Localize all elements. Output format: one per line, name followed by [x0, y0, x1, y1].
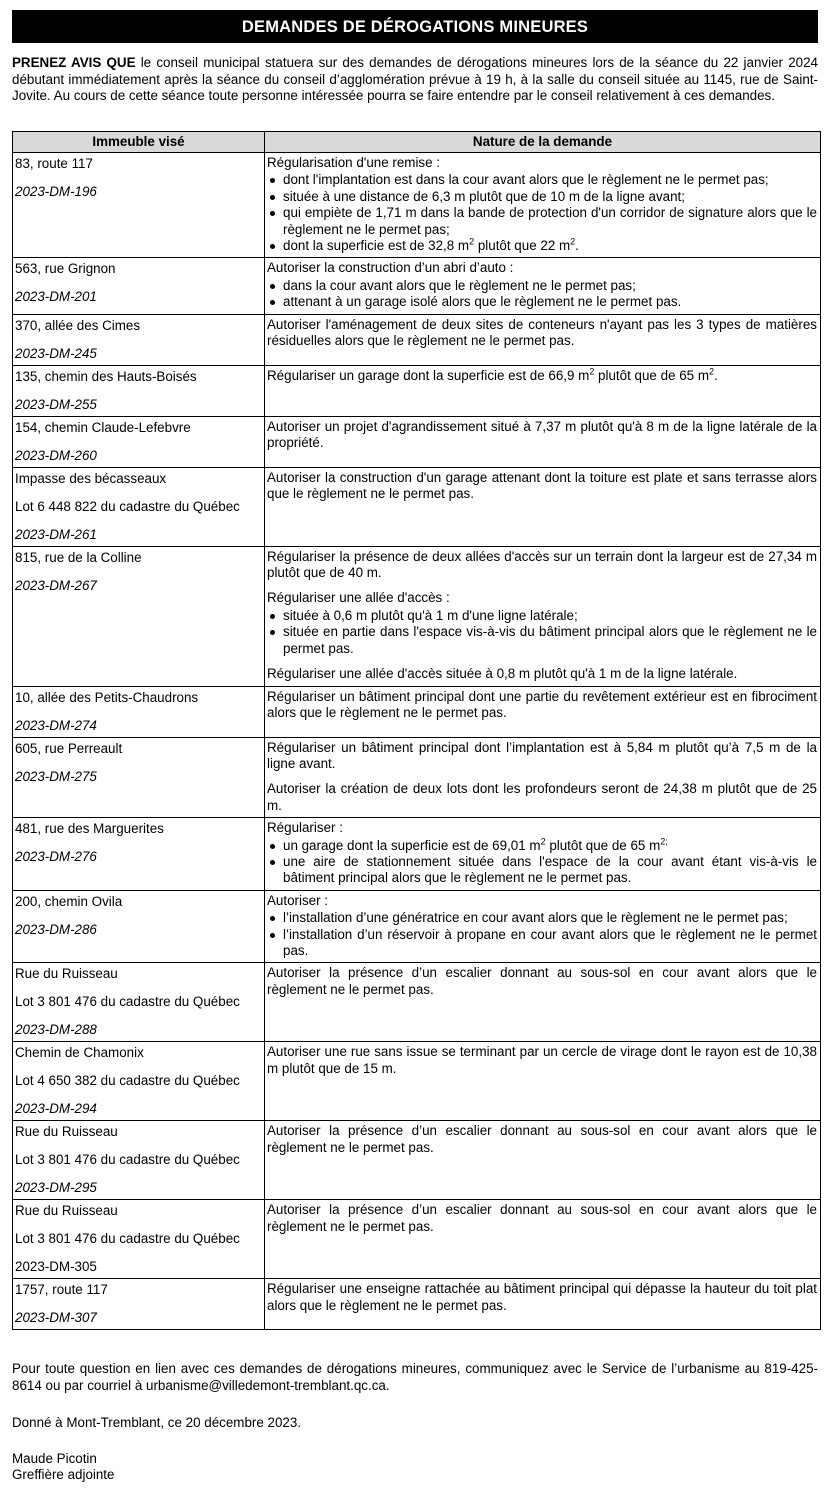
intro-text: le conseil municipal statuera sur des demandes de dérogations mineures lors de la séance du 22 janvier 2024 débutant immédiatement après la séance du conseil d’agglomération prévue à 19 h, à la salle du conseil située au 1145, rue de Saint-Jovite. Au cours de cette séance toute personne intéressée pourra se faire entendre par le conseil relativement à ces demandes.: [12, 55, 818, 103]
table-row: [13, 546, 821, 686]
nature-paragraph: Régulariser un garage dont la superficie est de 66,9 $m^2$ plutôt que de 65 $m^2$.: [267, 366, 718, 383]
nature-cell: [265, 365, 821, 416]
file-number: 2023-DM-286: [15, 921, 97, 937]
list-item: l’installation d’une génératrice en cour avant alors que le règlement ne le permet pas;: [267, 910, 817, 926]
property-address: 815, rue de la Colline: [15, 549, 142, 565]
property-lot: Lot 3 801 476 du cadastre du Québec: [15, 1231, 240, 1247]
nature-paragraph: Autoriser un projet d'agrandissement situé à 7,37 m plutôt qu'à 8 m de la ligne latérale de la propriété.: [267, 418, 817, 451]
file-number: 2023-DM-275: [15, 768, 97, 784]
list-item: l’installation d’un réservoir à propane en cour avant alors que le règlement ne le permet pas.: [267, 927, 817, 960]
file-number: 2023-DM-294: [15, 1101, 97, 1117]
nature-paragraph: Régulariser un bâtiment principal dont l’implantation est à 5,84 m plutôt qu’à 7,5 m de la ligne avant.: [267, 739, 817, 771]
header-nature: Nature de la demande: [265, 132, 821, 153]
nature-bullet-list: [267, 608, 817, 657]
table-row: [13, 1279, 821, 1330]
file-number: 2023-DM-276: [15, 849, 97, 865]
property-address: Rue du Ruisseau: [15, 1203, 118, 1219]
list-item: dont l'implantation est dans la cour avant alors que le règlement ne le permet pas;: [267, 172, 817, 188]
list-item: située à 0,6 m plutôt qu'à 1 m d'une ligne latérale;: [267, 608, 817, 624]
file-number: 2023-DM-260: [15, 447, 97, 463]
file-number: 2023-DM-305: [15, 1259, 97, 1275]
nature-paragraph: Autoriser la présence d’un escalier donnant au sous-sol en cour avant alors que le règlement ne le permet pas.: [267, 1123, 817, 1155]
nature-cell: [265, 1042, 821, 1121]
file-number: 2023-DM-307: [15, 1310, 97, 1326]
list-item: un garage dont la superficie est de 69,01 $m^2$ plutôt que de 65 $m^{2;}$: [267, 838, 817, 854]
nature-bullet-list: [267, 910, 817, 959]
nature-cell: [265, 153, 821, 258]
list-item: qui empiète de 1,71 m dans la bande de protection d'un corridor de signature alors que le règlement ne le permet pas;: [267, 205, 817, 238]
property-address: 1757, route 117: [15, 1282, 108, 1298]
property-address: 10, allée des Petits-Chaudrons: [15, 689, 199, 705]
property-lot: Lot 6 448 822 du cadastre du Québec: [15, 498, 240, 514]
intro-paragraph: [12, 55, 818, 105]
property-address: Impasse des bécasseaux: [15, 470, 167, 486]
table-row: [13, 686, 821, 737]
file-number: 2023-DM-295: [15, 1180, 97, 1196]
file-number: 2023-DM-274: [15, 717, 97, 733]
table-row: [13, 737, 821, 818]
signatory-name: Maude Picotin: [12, 1451, 97, 1466]
list-item: attenant à un garage isolé alors que le règlement ne le permet pas.: [267, 294, 817, 310]
nature-paragraph: Régulariser une enseigne rattachée au bâtiment principal qui dépasse la hauteur du toit plat alors que le règlement ne le permet pas.: [267, 1281, 817, 1313]
table-row: [13, 153, 821, 258]
table-row: [13, 1042, 821, 1121]
file-number: 2023-DM-261: [15, 526, 97, 542]
nature-paragraph: Régulariser un bâtiment principal dont une partie du revêtement extérieur est en fibrociment alors que le règlement ne le permet pas.: [267, 688, 817, 720]
nature-bullet-list: [267, 172, 817, 254]
intro-lead: PRENEZ AVIS QUE: [12, 55, 136, 70]
nature-cell: [265, 1279, 821, 1330]
immeuble-cell: [13, 546, 265, 686]
property-lot: Lot 4 650 382 du cadastre du Québec: [15, 1073, 240, 1089]
immeuble-cell: [13, 818, 265, 891]
immeuble-cell: [13, 314, 265, 365]
list-item: dont la superficie est de 32,8 $m^2$ plutôt que 22 $m^2$.: [267, 238, 817, 254]
immeuble-cell: [13, 258, 265, 314]
property-address: 370, allée des Cimes: [15, 317, 141, 333]
date-line: Donné à Mont-Tremblant, ce 20 décembre 2023.: [12, 1415, 302, 1430]
list-item: une aire de stationnement située dans l'espace de la cour avant étant vis-à-vis le bâtiment principal alors que le règlement ne le permet pas.: [267, 854, 817, 887]
immeuble-cell: [13, 686, 265, 737]
property-lot: Lot 3 801 476 du cadastre du Québec: [15, 1152, 240, 1168]
table-row: [13, 467, 821, 546]
immeuble-cell: [13, 153, 265, 258]
nature-cell: [265, 737, 821, 818]
immeuble-cell: [13, 963, 265, 1042]
nature-paragraph: Régulariser la présence de deux allées d'accès sur un terrain dont la largeur est de 27,34 m plutôt que de 40 m.: [267, 548, 817, 581]
table-header-row: [13, 132, 821, 153]
file-number: 2023-DM-196: [15, 184, 97, 199]
nature-paragraph: Autoriser la présence d’un escalier donnant au sous-sol en cour avant alors que le règlement ne le permet pas.: [267, 1202, 817, 1234]
nature-paragraph: Autoriser l'aménagement de deux sites de conteneurs n'ayant pas les 3 types de matières résiduelles alors que le règlement ne le permet pas.: [267, 316, 817, 349]
table-row: [13, 1200, 821, 1279]
table-row: [13, 1121, 821, 1200]
requests-table: [12, 131, 821, 1330]
list-item: dans la cour avant alors que le règlement ne le permet pas;: [267, 278, 817, 294]
signatory-title: Greffière adjointe: [12, 1467, 115, 1482]
property-address: Chemin de Chamonix: [15, 1045, 144, 1061]
nature-cell: [265, 686, 821, 737]
nature-paragraph: Autoriser la construction d'un garage attenant dont la toiture est plate et sans terrasse alors que le règlement ne le permet pas.: [267, 469, 817, 502]
table-row: [13, 314, 821, 365]
table-row: [13, 963, 821, 1042]
property-address: 605, rue Perreault: [15, 740, 123, 756]
table-row: [13, 818, 821, 891]
property-address: 563, rue Grignon: [15, 261, 116, 277]
nature-cell: [265, 963, 821, 1042]
file-number: 2023-DM-255: [15, 396, 97, 412]
nature-bullet-list: [267, 278, 817, 311]
immeuble-cell: [13, 737, 265, 818]
file-number: 2023-DM-267: [15, 577, 97, 593]
nature-cell: [265, 1121, 821, 1200]
table-row: [13, 258, 821, 314]
list-item: située en partie dans l'espace vis-à-vis du bâtiment principal alors que le règlement ne le permet pas.: [267, 624, 817, 657]
file-number: 2023-DM-288: [15, 1022, 97, 1038]
immeuble-cell: [13, 890, 265, 963]
table-row: [13, 365, 821, 416]
nature-cell: [265, 258, 821, 314]
immeuble-cell: [13, 1279, 265, 1330]
contact-paragraph: Pour toute question en lien avec ces demandes de dérogations mineures, communiquez avec le Service de l’urbanisme au 819-425-8614 ou par courriel à urbanisme@villedemont-tremblant.qc.ca.: [12, 1361, 818, 1393]
property-address: Rue du Ruisseau: [15, 1124, 118, 1140]
nature-cell: [265, 1200, 821, 1279]
property-lot: Lot 3 801 476 du cadastre du Québec: [15, 994, 240, 1010]
nature-paragraph: Régulariser une allée d'accès :: [267, 590, 450, 606]
signature-block: [12, 1451, 114, 1483]
nature-paragraph: Autoriser la présence d’un escalier donnant au sous-sol en cour avant alors que le règlement ne le permet pas.: [267, 965, 817, 997]
property-address: 154, chemin Claude-Lefebvre: [15, 419, 191, 435]
nature-paragraph: Autoriser la construction d’un abri d’auto :: [267, 260, 514, 276]
table-row: [13, 416, 821, 467]
nature-paragraph: Autoriser une rue sans issue se terminant par un cercle de virage dont le rayon est de 10,38 m plutôt que de 15 m.: [267, 1044, 817, 1076]
property-address: 83, route 117: [15, 156, 93, 171]
list-item: située à une distance de 6,3 m plutôt que de 10 m de la ligne avant;: [267, 189, 817, 205]
nature-paragraph: Régularisation d'une remise :: [267, 155, 441, 170]
nature-paragraph: Régulariser :: [267, 820, 343, 836]
immeuble-cell: [13, 1121, 265, 1200]
property-address: 200, chemin Ovila: [15, 893, 123, 909]
requests-table-body: [13, 153, 821, 1330]
page-title: DEMANDES DE DÉROGATIONS MINEURES: [12, 10, 818, 43]
nature-paragraph: Autoriser la création de deux lots dont les profondeurs seront de 24,38 m plutôt que de 25 m.: [267, 781, 817, 813]
immeuble-cell: [13, 467, 265, 546]
property-address: 135, chemin des Hauts-Boisés: [15, 368, 197, 384]
immeuble-cell: [13, 1042, 265, 1121]
file-number: 2023-DM-201: [15, 289, 97, 305]
nature-paragraph: Régulariser une allée d'accès située à 0,8 m plutôt qu'à 1 m de la ligne latérale.: [267, 666, 738, 682]
property-address: 481, rue des Marguerites: [15, 821, 164, 837]
nature-cell: [265, 314, 821, 365]
immeuble-cell: [13, 416, 265, 467]
nature-cell: [265, 467, 821, 546]
nature-cell: [265, 890, 821, 963]
property-address: Rue du Ruisseau: [15, 966, 118, 982]
header-immeuble: Immeuble visé: [13, 132, 265, 153]
table-row: [13, 890, 821, 963]
immeuble-cell: [13, 1200, 265, 1279]
nature-bullet-list: [267, 838, 817, 887]
nature-cell: [265, 818, 821, 891]
nature-paragraph: Autoriser :: [267, 892, 329, 908]
nature-cell: [265, 546, 821, 686]
immeuble-cell: [13, 365, 265, 416]
file-number: 2023-DM-245: [15, 345, 97, 361]
nature-cell: [265, 416, 821, 467]
